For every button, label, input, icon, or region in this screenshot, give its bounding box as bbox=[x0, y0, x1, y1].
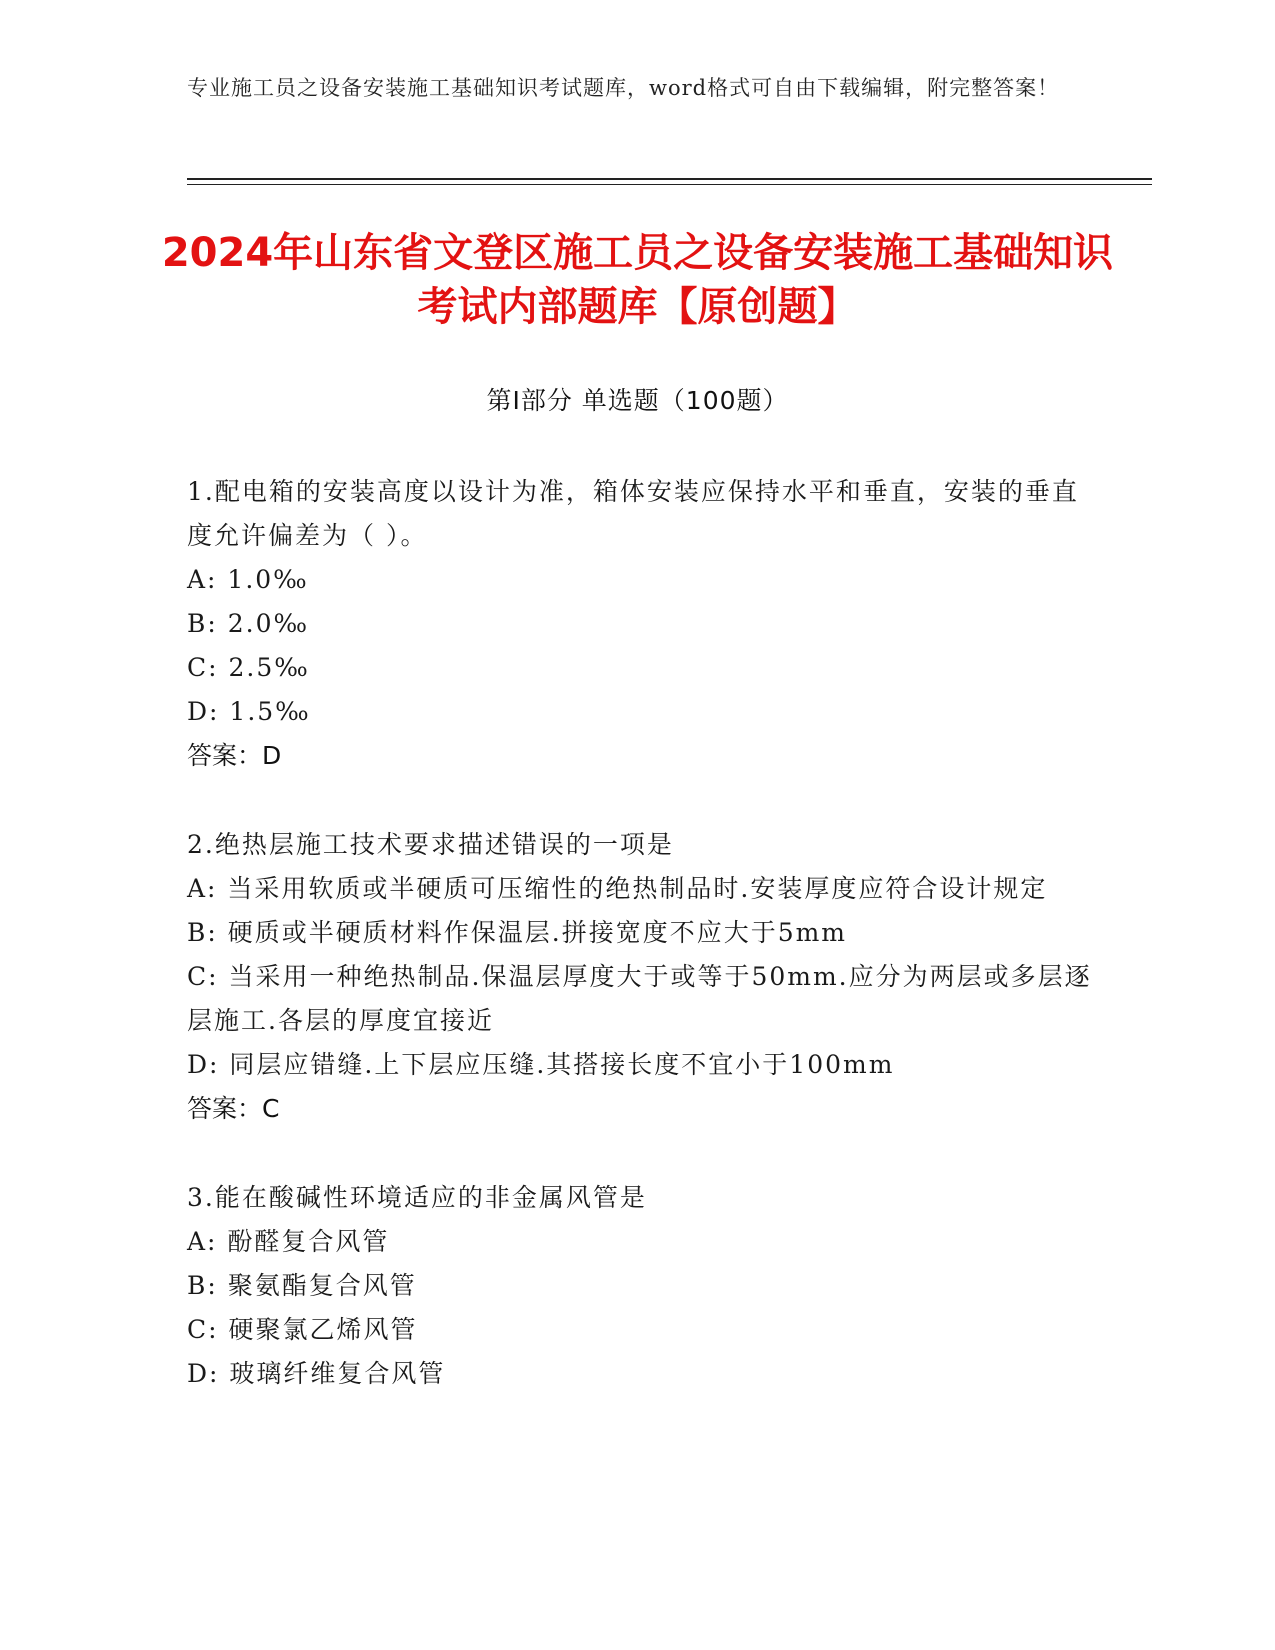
question-list bbox=[187, 470, 1092, 1441]
option-d: D: 同层应错缝.上下层应压缝.其搭接长度不宜小于100mm bbox=[187, 1050, 895, 1079]
header-divider bbox=[187, 178, 1152, 180]
option-a: A: 1.0‰ bbox=[187, 565, 309, 594]
option-a: A: 酚醛复合风管 bbox=[187, 1227, 390, 1256]
answer: 答案：C bbox=[187, 1094, 280, 1123]
question-text: 2.绝热层施工技术要求描述错误的一项是 bbox=[187, 830, 674, 859]
option-b: B: 2.0‰ bbox=[187, 609, 310, 638]
header-divider-thin bbox=[187, 184, 1152, 185]
section-heading: 第I部分 单选题（100题） bbox=[486, 386, 789, 415]
document-title: 2024年山东省文登区施工员之设备安装施工基础知识考试内部题库【原创题】 bbox=[161, 230, 1114, 330]
option-d: D: 玻璃纤维复合风管 bbox=[187, 1359, 446, 1388]
option-b: B: 硬质或半硬质材料作保温层.拼接宽度不应大于5mm bbox=[187, 918, 848, 947]
header-note: 专业施工员之设备安装施工基础知识考试题库，word格式可自由下载编辑，附完整答案！ bbox=[187, 76, 1060, 100]
option-c: C: 硬聚氯乙烯风管 bbox=[187, 1315, 418, 1344]
answer: 答案：D bbox=[187, 741, 282, 770]
question-text: 3.能在酸碱性环境适应的非金属风管是 bbox=[187, 1183, 647, 1212]
option-c: C: 2.5‰ bbox=[187, 653, 310, 682]
question-1 bbox=[187, 470, 1092, 778]
question-3 bbox=[187, 1176, 1092, 1396]
option-a: A: 当采用软质或半硬质可压缩性的绝热制品时.安装厚度应符合设计规定 bbox=[187, 874, 1048, 903]
question-text: 1.配电箱的安装高度以设计为准，箱体安装应保持水平和垂直，安装的垂直度允许偏差为（ ）。 bbox=[187, 477, 1079, 550]
question-2 bbox=[187, 823, 1092, 1131]
option-b: B: 聚氨酯复合风管 bbox=[187, 1271, 417, 1300]
option-d: D: 1.5‰ bbox=[187, 697, 311, 726]
option-c: C: 当采用一种绝热制品.保温层厚度大于或等于50mm.应分为两层或多层逐层施工.各层的厚度宜接近 bbox=[187, 962, 1092, 1035]
